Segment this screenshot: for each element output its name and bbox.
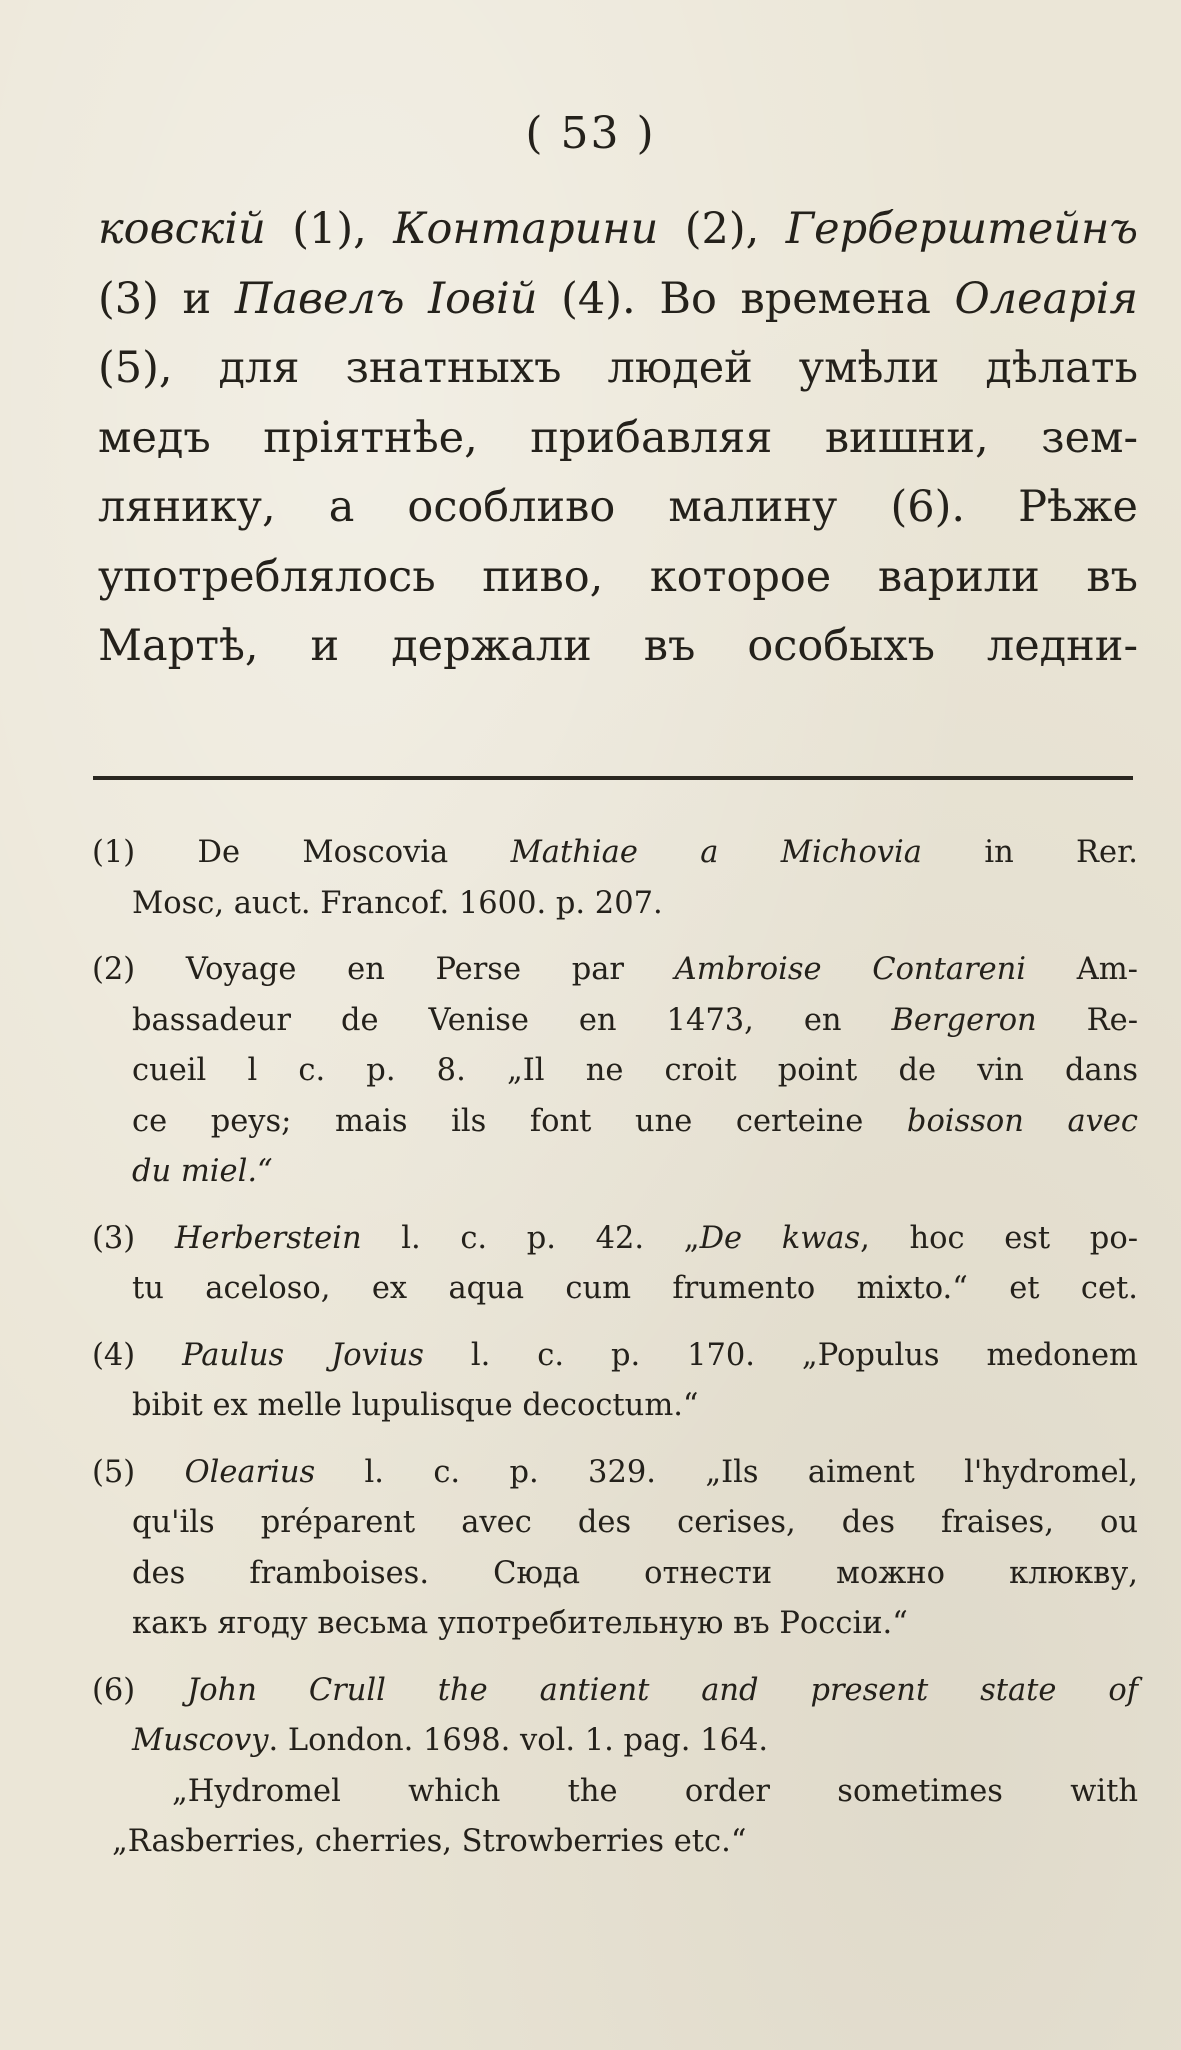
text-fragment: bassadeur de Venise en 1473, en [132, 1002, 892, 1038]
footnote-5 [92, 1448, 1138, 1650]
text-fragment: . London. 1698. vol. 1. pag. 164. [268, 1723, 769, 1758]
text-fragment: (3) и [98, 273, 235, 324]
footnote-6 [92, 1666, 1138, 1868]
footnote-4 [92, 1331, 1138, 1432]
text-fragment: Am- [1026, 952, 1138, 987]
page-number: ( 53 ) [525, 108, 656, 159]
main-text-line [98, 265, 1138, 335]
footnote-line [92, 945, 1138, 996]
footnote-line: „Hydromel which the order sometimes with [172, 1773, 1138, 1809]
footnote-line [92, 1214, 1138, 1265]
text-fragment: (5) [92, 1454, 185, 1490]
text-fragment: boisson avec [906, 1103, 1138, 1139]
text-fragment: (6) [92, 1672, 188, 1708]
footnote-line: Mosc, auct. Francof. 1600. p. 207. [132, 885, 663, 921]
main-text [98, 195, 1138, 682]
text-fragment: Павелъ Іовій [234, 273, 538, 324]
text-fragment: ковскій [98, 204, 266, 254]
text-fragment: Muscovy [132, 1723, 269, 1758]
text-fragment: ce peys; mais ils font une certeine [132, 1103, 907, 1139]
footnote-line [92, 1097, 1138, 1148]
text-fragment: Ambroise Contareni [674, 952, 1027, 987]
footnote-line: bibit ex melle lupulisque decoctum.“ [132, 1388, 699, 1423]
footnote-line [92, 1448, 1138, 1499]
footnote-line [92, 1716, 1138, 1767]
main-text-line: Мартѣ, и держали въ особыхъ ледни- [98, 621, 1138, 671]
footnote-line: des framboises. Сюда отнести можно клюкву, [132, 1555, 1138, 1591]
text-fragment: (4) [92, 1337, 183, 1373]
text-fragment: Olearius [184, 1454, 316, 1490]
text-fragment: (1) De Moscovia [92, 835, 511, 870]
text-fragment: l. c. p. 170. „Populus medonem [423, 1337, 1138, 1373]
text-fragment: Mathiae a Michovia [510, 835, 922, 870]
text-fragment: (1), [265, 204, 394, 254]
text-fragment: (3) [92, 1220, 175, 1256]
footnotes [92, 828, 1138, 1884]
text-fragment: Контарини [393, 204, 659, 254]
text-fragment: (4). Во времена [537, 273, 955, 324]
footnote-1 [92, 828, 1138, 929]
main-text-line: употреблялось пиво, которое варили въ [98, 551, 1138, 602]
footnote-line: qu'ils préparent avec des cerises, des fraises, ou [132, 1505, 1138, 1540]
text-fragment: Herberstein [174, 1220, 362, 1256]
main-text-line: (5), для знатныхъ людей умѣли дѣлать [98, 343, 1138, 393]
text-fragment: Bergeron [891, 1002, 1037, 1038]
text-fragment: l. c. p. 42. „ [361, 1220, 700, 1256]
text-fragment: John Crull the antient and present state of [187, 1672, 1138, 1708]
text-fragment: in Rer. [921, 835, 1138, 870]
text-fragment: De kwas [699, 1220, 861, 1256]
footnote-line: tu aceloso, ex aqua cum frumento mixto.“ et cet. [132, 1271, 1138, 1306]
text-fragment: l. c. p. 329. „Ils aiment l'hydromel, [315, 1454, 1138, 1490]
text-fragment: , hoc est po- [860, 1220, 1138, 1256]
main-text-line: медъ пріятнѣе, прибавляя вишни, зем- [98, 412, 1138, 463]
footnote-3 [92, 1214, 1138, 1315]
main-text-line: лянику, а особливо малину (6). Рѣже [98, 482, 1138, 532]
footnote-line: cueil l c. p. 8. „Il ne croit point de vin dans [132, 1053, 1138, 1088]
footnote-line [92, 1331, 1138, 1382]
text-fragment: Олеарія [954, 273, 1138, 324]
text-fragment: Re- [1036, 1002, 1138, 1038]
footnote-line [92, 828, 1138, 879]
footnote-line: какъ ягоду весьма употребительную въ Россіи.“ [132, 1606, 908, 1641]
footnote-2 [92, 945, 1138, 1198]
main-text-line [98, 195, 1138, 265]
text-fragment: Герберштейнъ [785, 204, 1138, 254]
footnote-line: „Rasberries, cherries, Strowberries etc.“ [112, 1824, 747, 1859]
footnote-line: du miel.“ [132, 1154, 273, 1189]
text-fragment: (2) Voyage en Perse par [92, 952, 675, 987]
text-fragment: Paulus Jovius [182, 1337, 424, 1373]
footnote-line [92, 1666, 1138, 1717]
text-fragment: (2), [658, 204, 786, 254]
footnote-line [92, 996, 1138, 1047]
footnote-divider [93, 776, 1133, 780]
